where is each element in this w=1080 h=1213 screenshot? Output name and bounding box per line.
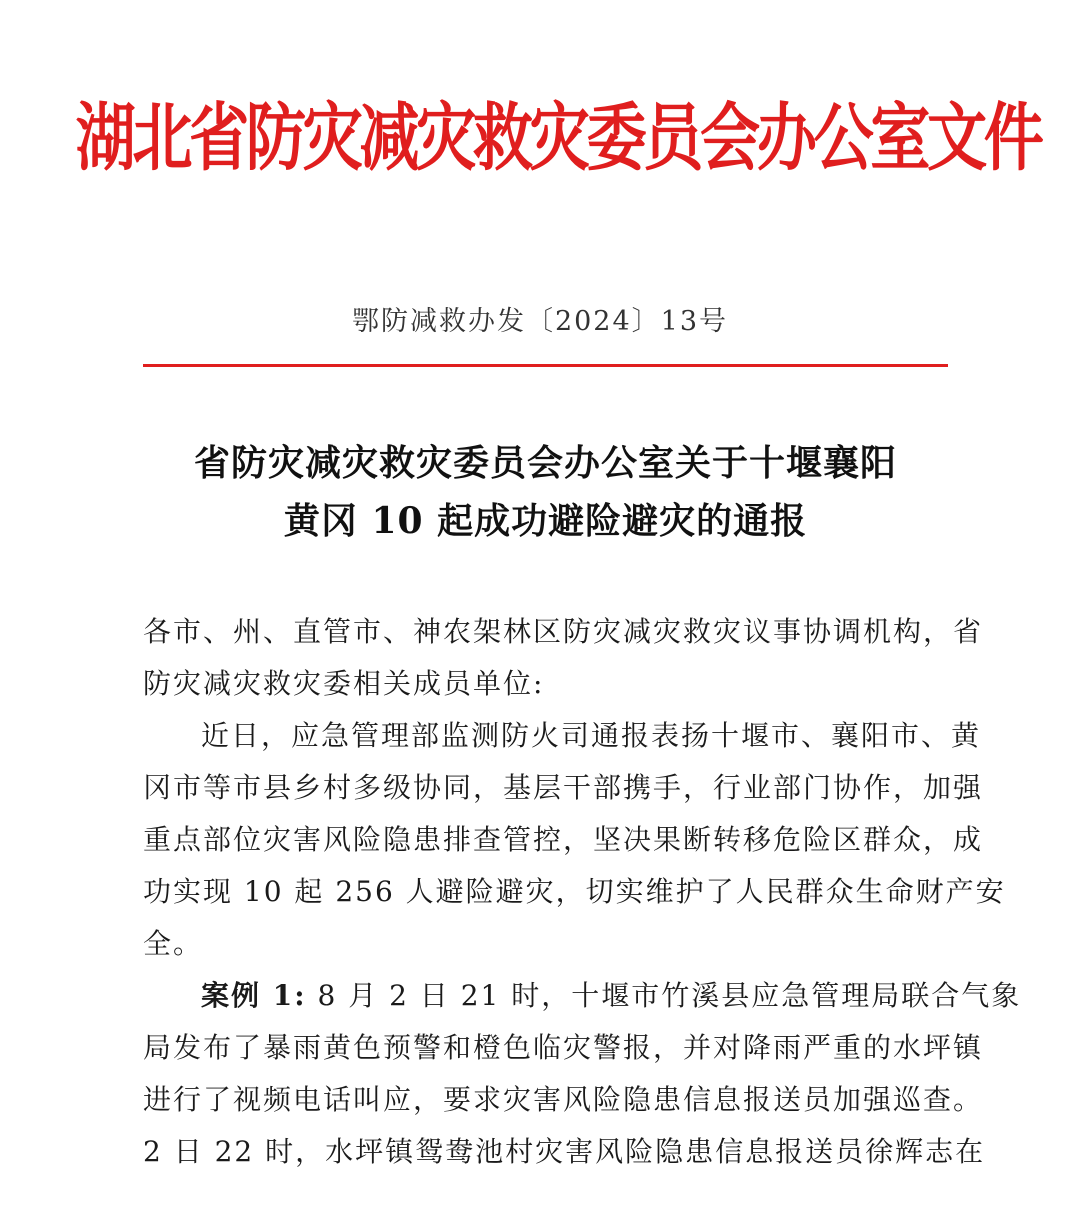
- paragraph-line: 功实现 10 起 256 人避险避灾，切实维护了人民群众生命财产安: [143, 875, 1006, 908]
- paragraph-line: 全。: [143, 927, 204, 960]
- case-1-text: 8 月 2 日 21 时，十堰市竹溪县应急管理局联合气象: [306, 979, 1022, 1012]
- document-number: 鄂防减救办发〔2024〕13号: [351, 306, 729, 337]
- paragraph-line: 冈市等市县乡村多级协同，基层干部携手，行业部门协作，加强: [143, 771, 984, 804]
- paragraph-line: 2 日 22 时，水坪镇鸳鸯池村灾害风险隐患信息报送员徐辉志在: [143, 1135, 986, 1168]
- salutation-line-1: 各市、州、直管市、神农架林区防灾减灾救灾议事协调机构，省: [143, 615, 984, 648]
- case-1-first-line: [143, 970, 1022, 1022]
- paragraph-line: 近日，应急管理部监测防火司通报表扬十堰市、襄阳市、黄: [201, 719, 982, 752]
- title-line-2: 黄冈 10 起成功避险避灾的通报: [283, 500, 808, 542]
- paragraph-line: 重点部位灾害风险隐患排查管控，坚决果断转移危险区群众，成: [143, 823, 984, 856]
- document-body: [143, 606, 1022, 1178]
- document-title: [143, 434, 948, 550]
- paragraph-case-1: [143, 970, 1022, 1178]
- title-line-1: 省防灾减灾救灾委员会办公室关于十堰襄阳: [193, 442, 897, 484]
- document-masthead: 湖北省防灾减灾救灾委员会办公室文件: [75, 93, 1041, 182]
- paragraph-line: 进行了视频电话叫应，要求灾害风险隐患信息报送员加强巡查。: [143, 1083, 984, 1116]
- case-1-label: 案例 1:: [201, 979, 307, 1012]
- red-divider-line: [143, 364, 948, 367]
- paragraph-intro: [143, 710, 1006, 970]
- paragraph-line: 局发布了暴雨黄色预警和橙色临灾警报，并对降雨严重的水坪镇: [143, 1031, 984, 1064]
- salutation: [143, 606, 984, 710]
- salutation-line-2: 防灾减灾救灾委相关成员单位:: [143, 667, 545, 700]
